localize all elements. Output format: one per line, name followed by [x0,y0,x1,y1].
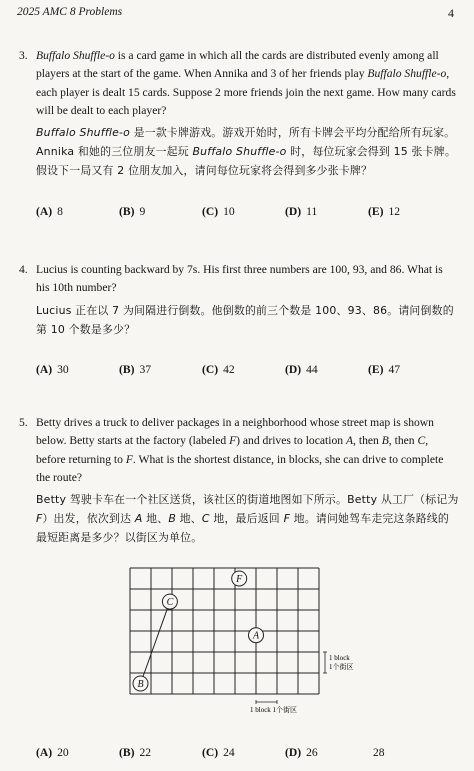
answer-choice [285,746,318,759]
choice-label: (E) [368,363,384,376]
text-run: , then [388,434,418,448]
text-run: , each player is dealt 15 cards. Suppose 2 more friends join the next game. How many cards will be dealt to each player? [36,67,456,117]
text-run: ) and drives to location [236,434,346,448]
answer-choice [36,205,63,218]
page-number: 4 [448,6,454,20]
location-label: C [166,597,174,609]
answer-choice [202,746,235,759]
page-header [17,6,454,22]
choice-label: (C) [202,205,219,218]
text-run: , before returning to [36,434,429,466]
problem-text-en [36,261,459,298]
text-run: 地。请问她驾车走完这条路线的最短距离是多少？以街区为单位。 [36,512,449,545]
choice-label: (A) [36,746,53,759]
choice-value: 42 [223,363,235,376]
text-run: 地、 [142,512,169,526]
problem-number: 4. [19,263,28,276]
choice-value: 26 [306,746,318,759]
choice-value: 30 [57,363,69,376]
italic-term: Buffalo Shuffle-o [36,49,115,62]
italic-term: A [345,434,354,448]
location-label: F [236,574,243,585]
exam-title: 2025 AMC 8 Problems [17,6,123,18]
italic-term: F [283,512,291,526]
text-run: . What is the shortest distance, in blocks, she can drive to complete the route? [36,452,444,484]
choice-label: (B) [119,746,135,759]
problem-4 [19,261,459,339]
choice-value: 10 [223,205,235,218]
problem-text-en [36,47,459,120]
answer-choice [202,363,235,376]
choice-label: (D) [285,746,302,759]
choice-value: 22 [139,746,152,759]
italic-term: F [229,434,237,448]
answer-choice [36,746,69,759]
answer-choice [368,363,400,376]
text-run: Betty drives a truck to deliver packages in a neighborhood whose street map is shown below. Betty starts at the factory (labeled [36,416,434,448]
scale-label-horizontal: 1 block 1个街区 [250,706,298,714]
text-run: is a card game in which all the cards are distributed evenly among all players at the start of the game. When Annika and 3 of her friends play [36,49,439,81]
text-run: , then [353,434,382,448]
choice-label: (A) [36,205,53,218]
answer-choice [202,205,235,218]
text-run: Lucius 正在以 7 为间隔进行倒数。他倒数的前三个数是 100、93、86。请问倒数的第 10 个数是多少？ [36,303,454,336]
text-run: Betty 驾驶卡车在一个社区送货，该社区的街道地图如下所示。Betty 从工厂（标记为 [36,493,459,507]
italic-term: B [168,512,177,526]
answer-choice [36,363,69,376]
choice-value: 24 [223,746,235,759]
text-run: 地，最后返回 [209,512,284,526]
answer-choice [119,205,145,218]
problem-text-zh [36,490,459,547]
choice-label: (D) [285,363,302,376]
choice-label: (B) [119,363,135,376]
italic-term: B [381,434,389,448]
italic-term: F [125,452,133,466]
text-run: Lucius is counting backward by 7s. His first three numbers are 100, 93, and 86. What is his 10th number? [36,263,443,295]
diagonal-road [141,602,170,684]
choice-value: 20 [57,746,69,759]
answer-choice [285,363,318,376]
choice-value: 8 [57,205,63,218]
answer-choice [285,205,317,218]
choice-value: 47 [388,363,401,376]
choice-value: 11 [306,205,318,218]
answer-choice [119,363,151,376]
italic-term: C [201,512,210,526]
answer-choice [368,205,400,218]
location-label: A [252,630,260,642]
text-run: 地、 [176,512,202,526]
text-run: 时，每位玩家会得到 15 张卡牌。假设下一局又有 2 位朋友加入，请问每位玩家将会得到多少张卡牌？ [36,145,456,178]
choice-label: (C) [202,746,219,759]
italic-term: Buffalo Shuffle-o [36,126,130,140]
scale-label-zh: 1个街区 [329,663,354,671]
answer-choice [119,746,151,759]
italic-term: Buffalo Shuffle-o [367,67,447,81]
italic-term: C [417,434,426,448]
street-map-figure [118,560,358,725]
italic-term: F [36,512,43,526]
answer-choice [368,746,385,759]
choice-label: (C) [202,363,219,376]
problem-number: 5. [19,416,28,429]
choice-value: 37 [139,363,152,376]
problem-3 [19,47,459,180]
choice-label: (D) [285,205,302,218]
text-run: 是一款卡牌游戏。游戏开始时，所有卡牌会平均分配给所有玩家。Annika 和她的三位朋友一起玩 [36,126,456,159]
problem-number: 3. [19,49,28,62]
choice-label: (A) [36,363,53,376]
scale-label-en: 1 block [329,654,350,662]
problem-text-en [36,414,459,487]
problem-text-zh [36,123,459,180]
problem-text-zh [36,301,459,339]
choice-value: 44 [306,363,318,376]
choice-label: (E) [368,205,384,218]
italic-term: A [134,512,143,526]
italic-term: Buffalo Shuffle-o [192,145,287,159]
choice-label: (B) [119,205,135,218]
text-run: ）出发，依次到达 [42,512,135,526]
problem-5 [19,414,459,547]
choice-value: 28 [373,746,385,759]
choice-value: 9 [139,205,146,218]
choice-value: 12 [388,205,401,218]
location-label: B [137,679,144,690]
